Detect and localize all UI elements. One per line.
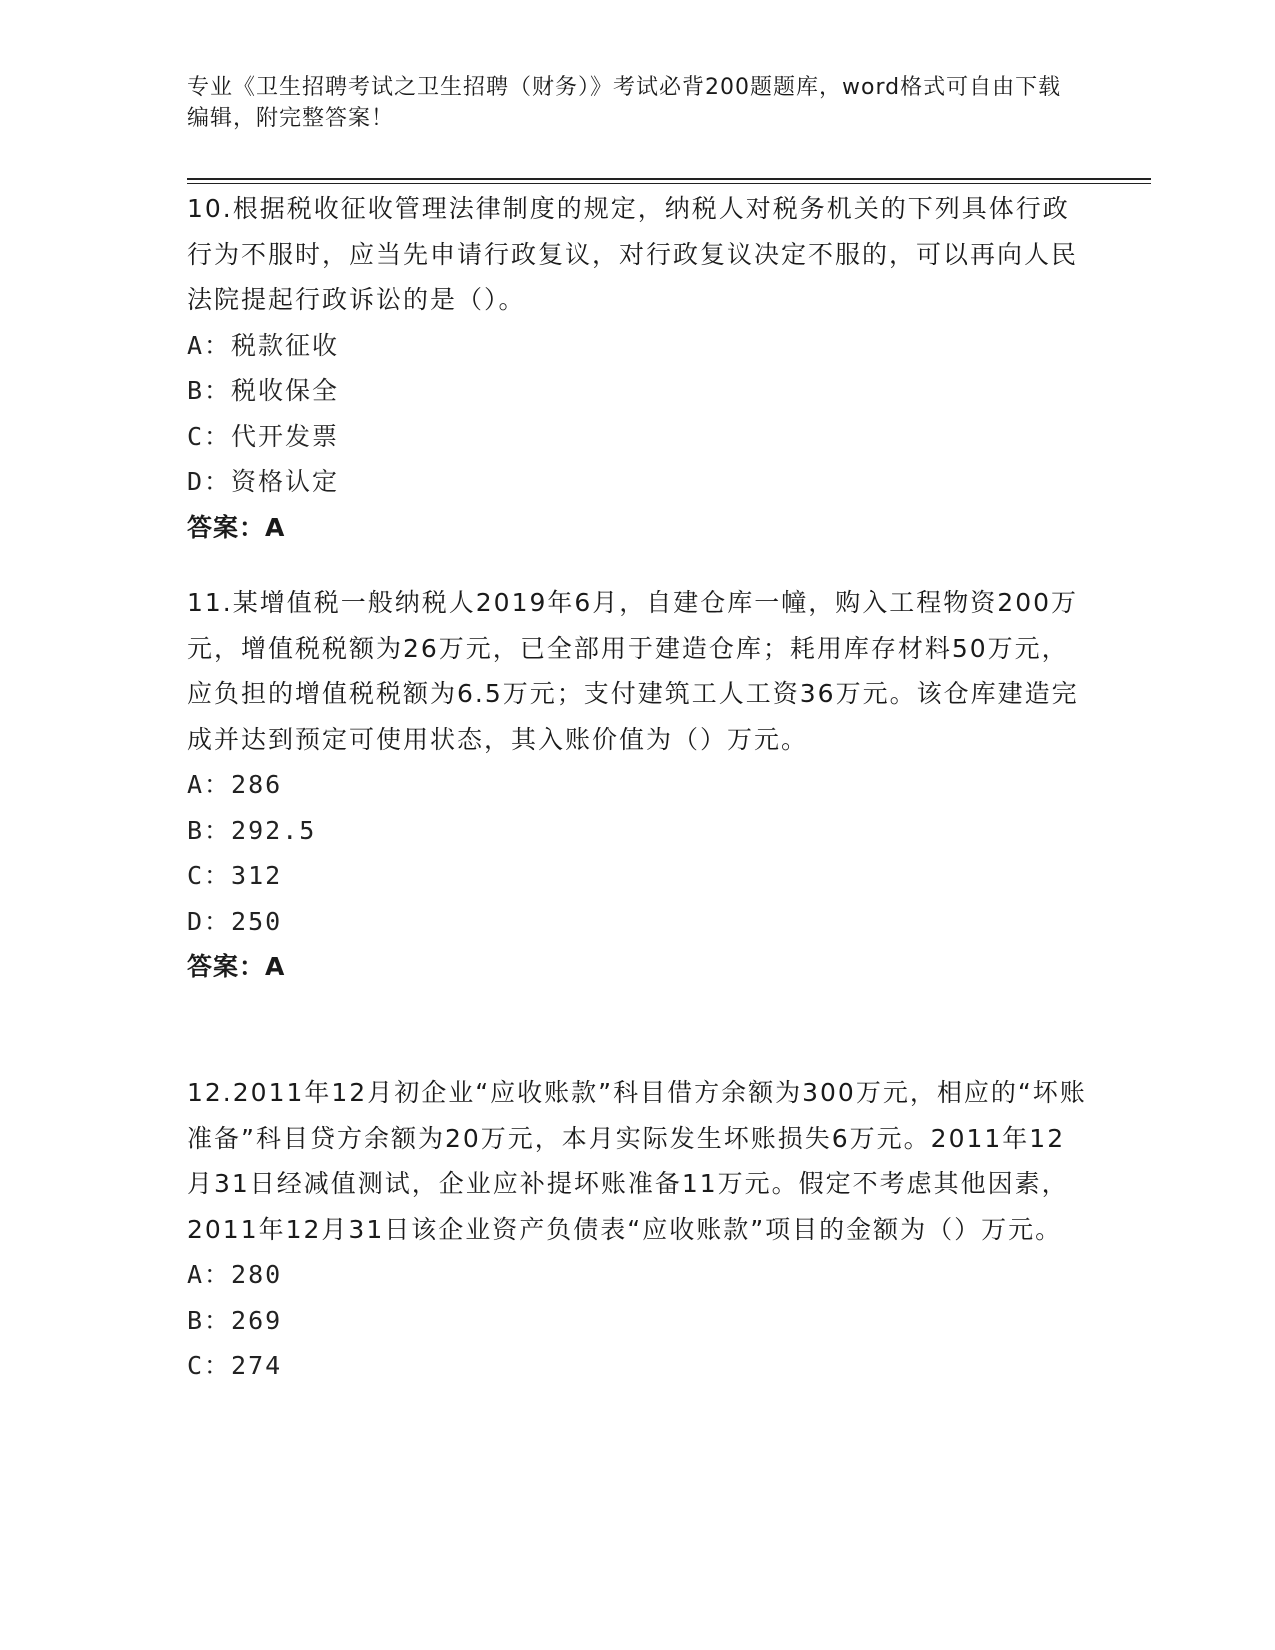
option-b: B：税收保全	[187, 376, 340, 405]
question-12	[187, 1070, 1087, 1389]
option-a: A：税款征收	[187, 330, 340, 360]
question-text: 11.某增值税一般纳税人2019年6月，自建仓库一幢，购入工程物资200万元，增值税税额为26万元，已全部用于建造仓库；耗用库存材料50万元，应负担的增值税税额为6.5万元；支付建筑工人工资36万元。该仓库建造完成并达到预定可使用状态，其入账价值为（）万元。	[187, 588, 1079, 754]
option-a: A：280	[187, 1260, 283, 1289]
header-divider-thin	[187, 183, 1151, 184]
option-d: D：250	[187, 906, 283, 936]
option-b: B：269	[187, 1305, 283, 1335]
question-10	[187, 186, 1087, 550]
option-b: B：292.5	[187, 815, 317, 845]
question-text: 10.根据税收征收管理法律制度的规定，纳税人对税务机关的下列具体行政行为不服时，应当先申请行政复议，对行政复议决定不服的，可以再向人民法院提起行政诉讼的是（）。	[187, 194, 1079, 314]
option-c: C：代开发票	[187, 421, 340, 451]
question-11	[187, 580, 1087, 990]
header-divider-thick	[187, 178, 1151, 180]
question-text: 12.2011年12月初企业“应收账款”科目借方余额为300万元，相应的“坏账准备”科目贷方余额为20万元，本月实际发生坏账损失6万元。2011年12月31日经减值测试，企业应补提坏账准备11万元。假定不考虑其他因素，2011年12月31日该企业资产负债表“应收账款”项目的金额为（）万元。	[187, 1078, 1087, 1244]
option-a: A：286	[187, 770, 283, 799]
option-c: C：274	[187, 1351, 283, 1380]
option-c: C：312	[187, 861, 283, 890]
document-header: 专业《卫生招聘考试之卫生招聘（财务）》考试必背200题题库，word格式可自由下载编辑，附完整答案！	[187, 75, 1062, 131]
answer: 答案：A	[187, 512, 286, 542]
option-d: D：资格认定	[187, 467, 340, 496]
answer: 答案：A	[187, 952, 286, 981]
